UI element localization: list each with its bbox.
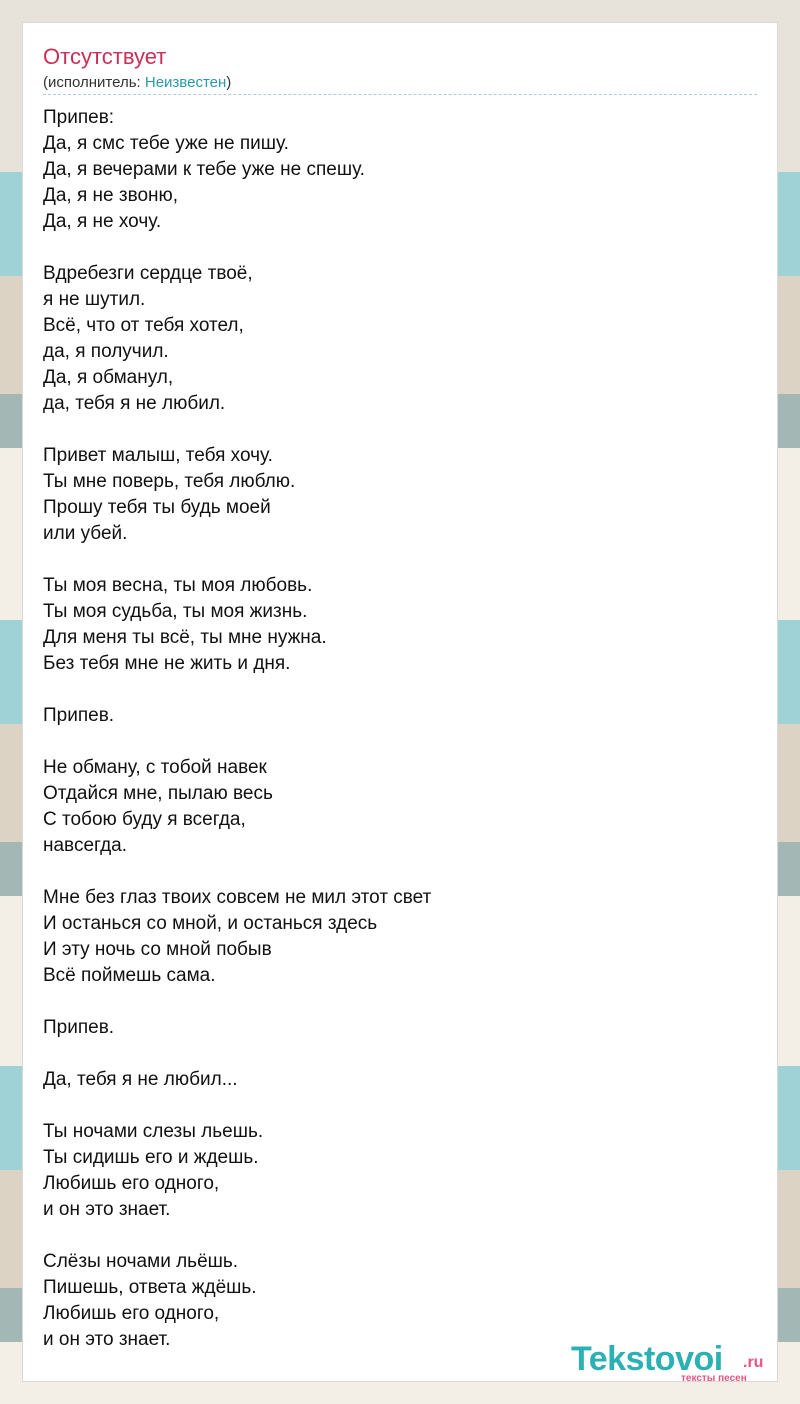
logo-tld: .ru — [743, 1354, 764, 1371]
artist-prefix: (исполнитель: — [43, 74, 145, 91]
artist-link[interactable]: Неизвестен — [144, 74, 227, 91]
song-title: Отсутствует — [43, 44, 167, 69]
artist-suffix: ) — [226, 74, 232, 91]
logo-subtitle: тексты песен — [681, 1373, 747, 1384]
lyrics-text: Припев: Да, я смс тебе уже не пишу. Да, я вечерами к тебе уже не спешу. Да, я не звоню, Да, я не хочу. Вдребезги сердце твоё, я не шутил. Всё, что от тебя хотел, да, я получил. Да, я обманул, да, тебя я не любил. Привет малыш, тебя хочу. Ты мне поверь, тебя люблю. Прошу тебя ты будь моей или убей. Ты моя весна, ты моя любовь. Ты моя судьба, ты моя жизнь. Для меня ты всё, ты мне нужна. Без тебя мне не жить и дня. Припев. Не обману, с тобой навек Отдайся мне, пылаю весь С тобою буду я всегда, навсегда. Мне без глаз твоих совсем не мил этот свет И останься со мной, и останься здесь И эту ночь со мной побыв Всё поймешь сама. Припев. Да, тебя я не любил... Ты ночами слезы льешь. Ты сидишь его и ждешь. Любишь его одного, и он это знает. Слёзы ночами льёшь. Пишешь, ответа ждёшь. Любишь его одного, и он это знает. — [43, 107, 432, 1350]
logo-wordmark: Tekstovoi — [571, 1340, 723, 1378]
lyrics-card — [22, 22, 778, 1382]
dashed-divider — [43, 94, 757, 95]
artist-line — [43, 73, 231, 93]
tekstovoi-logo[interactable] — [571, 1339, 775, 1383]
